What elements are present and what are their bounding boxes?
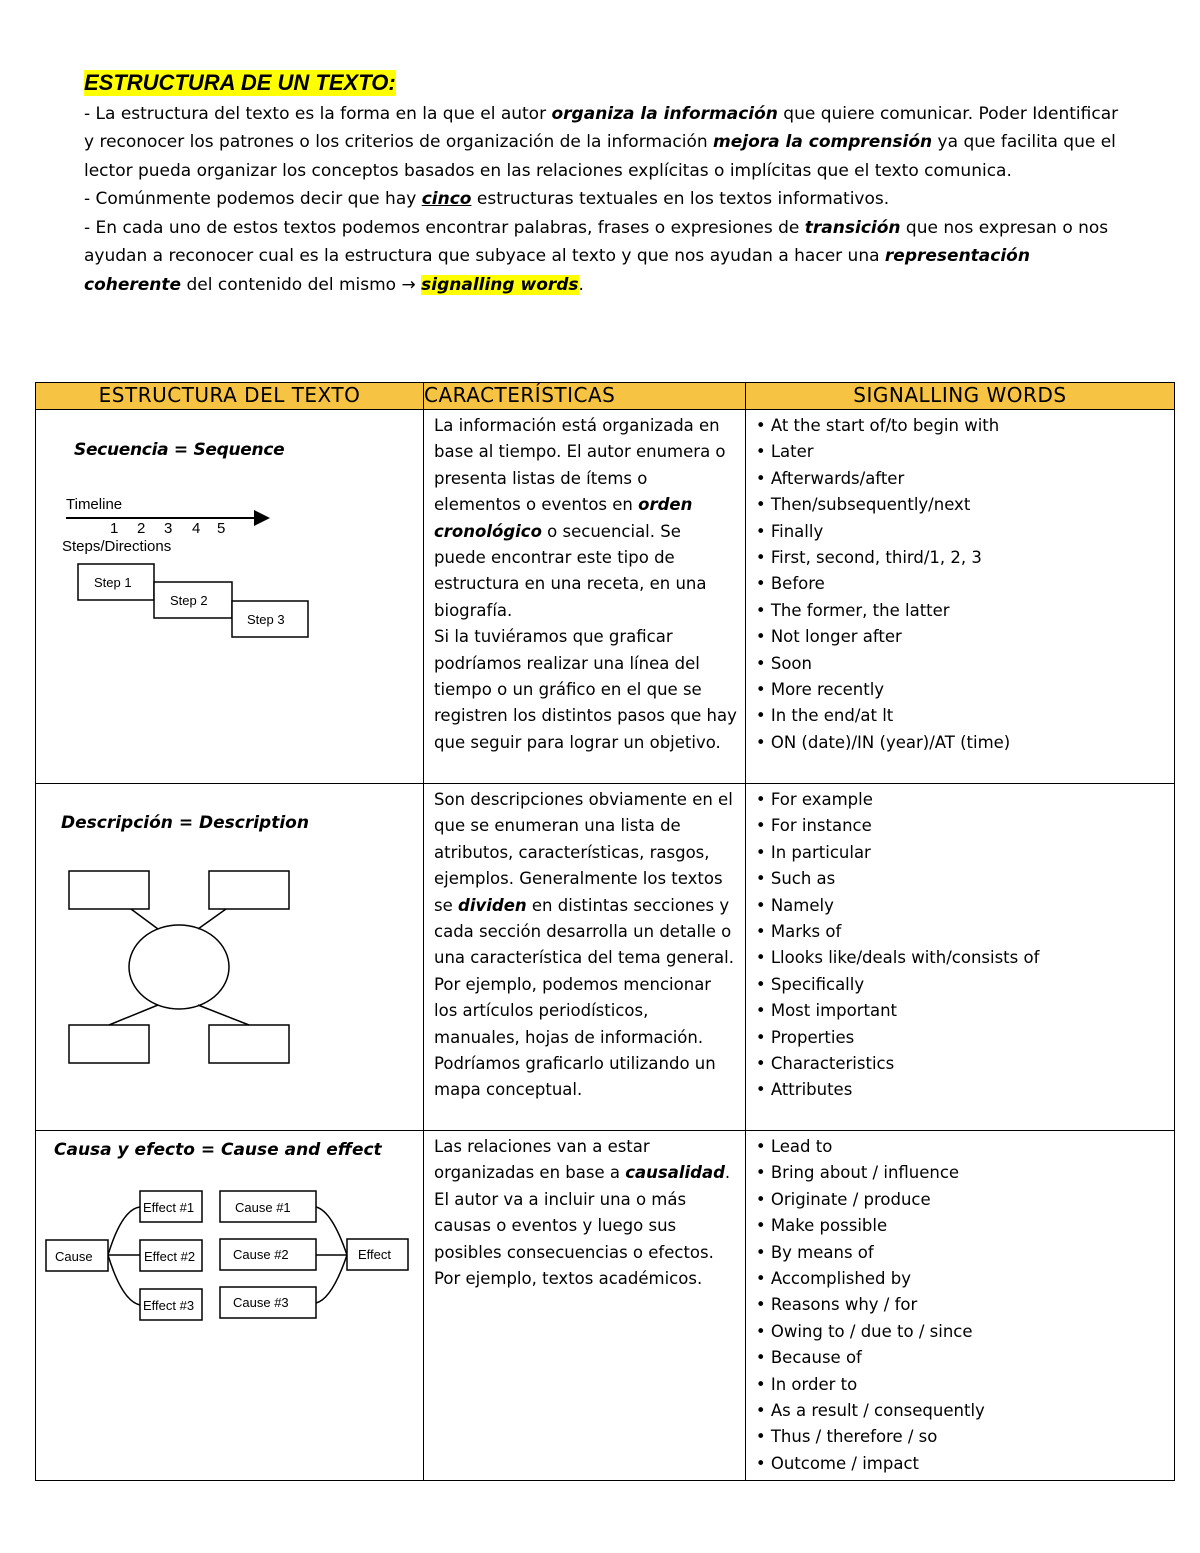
list-item: • First, second, third/1, 2, 3 [756,545,1174,571]
sequence-diagram-cell [36,410,424,784]
concept-box [69,871,149,909]
description-diagram-cell [36,784,424,1131]
timeline-label: Timeline [66,496,123,513]
list-item: • Before [756,571,1174,597]
concept-box [69,1025,149,1063]
table-header-row [36,383,1175,410]
cause-words-list [746,1131,1174,1477]
timeline-number: 3 [164,520,173,537]
cause-characteristics-cell [424,1131,746,1481]
structures-table [35,382,1175,1481]
list-item: • More recently [756,677,1174,703]
cause-label: Cause [55,1249,93,1264]
cause-effect-diagram [36,1131,421,1476]
list-item: • Because of [756,1345,1174,1371]
list-item: • Outcome / impact [756,1451,1174,1477]
table-row-cause-effect [36,1131,1175,1481]
timeline-number: 2 [137,520,146,537]
list-item: • At the start of/to begin with [756,413,1174,439]
list-item: • For example [756,787,1174,813]
description-characteristics-cell [424,784,746,1131]
list-item: • Properties [756,1025,1174,1051]
list-item: • As a result / consequently [756,1398,1174,1424]
list-item: • In order to [756,1372,1174,1398]
list-item: • Soon [756,651,1174,677]
intro-paragraph-3: - En cada uno de estos textos podemos encontrar palabras, frases o expresiones de transición que nos expresan o nos ayudan a reconocer cual es la estructura que subyace al texto y que nos ayudan a hacer una representación coherente del contenido del mismo → signalling words. [84,217,1109,295]
list-item: • Afterwards/after [756,466,1174,492]
list-item: • The former, the latter [756,598,1174,624]
list-item: • Attributes [756,1077,1174,1103]
timeline-number: 5 [217,520,226,537]
list-item: • For instance [756,813,1174,839]
connector-line [316,1255,347,1303]
list-item: • Characteristics [756,1051,1174,1077]
table-row-sequence [36,410,1175,784]
cause-label: Cause #2 [233,1247,289,1262]
central-topic-ellipse [129,925,229,1009]
cause-label: Cause #3 [233,1295,289,1310]
list-item: • Such as [756,866,1174,892]
concept-box [209,1025,289,1063]
sequence-diagram [36,410,421,779]
list-item: • In particular [756,840,1174,866]
cause-label: Cause #1 [235,1200,291,1215]
list-item: • By means of [756,1240,1174,1266]
description-diagram [36,784,421,1126]
list-item: • Owing to / due to / since [756,1319,1174,1345]
header-structure: ESTRUCTURA DEL TEXTO [36,383,424,410]
connector-line [108,1207,140,1255]
step-label: Step 3 [247,612,285,627]
intro-section [84,70,1124,299]
sequence-characteristics-cell [424,410,746,784]
timeline-number: 1 [110,520,119,537]
step-label: Step 1 [94,575,132,590]
list-item: • Thus / therefore / so [756,1424,1174,1450]
cause-description: Las relaciones van a estar organizadas en base a causalidad. El autor va a incluir una o más causas o eventos y luego sus posibles consecuencias o efectos. Por ejemplo, textos académicos. [434,1137,731,1289]
header-signalling-words: SIGNALLING WORDS [745,383,1174,410]
concept-box [209,871,289,909]
list-item: • Marks of [756,919,1174,945]
description-words-list [746,784,1174,1104]
document-title: ESTRUCTURA DE UN TEXTO: [84,70,396,95]
intro-paragraph-2: - Comúnmente podemos decir que hay cinco estructuras textuales en los textos informativos. [84,189,890,209]
list-item: • ON (date)/IN (year)/AT (time) [756,730,1174,756]
sequence-words-cell [745,410,1174,784]
timeline-arrow-icon [254,510,270,526]
list-item: • Most important [756,998,1174,1024]
effect-label: Effect #1 [143,1200,195,1215]
description-title: Descripción = Description [61,813,309,833]
timeline-number: 4 [192,520,201,537]
cause-words-cell [745,1131,1174,1481]
table-row-description [36,784,1175,1131]
connector-line [109,1005,158,1025]
connector-line [316,1207,347,1255]
list-item: • Finally [756,519,1174,545]
cause-effect-title: Causa y efecto = Cause and effect [54,1140,382,1160]
cause-diagram-cell [36,1131,424,1481]
list-item: • Not longer after [756,624,1174,650]
sequence-words-list [746,410,1174,756]
sequence-description: La información está organizada en base al tiempo. El autor enumera o presenta listas de ítems o elementos o eventos en orden cronológico o secuencial. Se puede encontrar este tipo de estructura en una receta, en una biografía. Si la tuviéramos que graficar podríamos realizar una línea del tiempo o un gráfico en el que se registren los distintos pasos que hay que seguir para lograr un objetivo. [434,416,737,752]
list-item: • Later [756,439,1174,465]
steps-label: Steps/Directions [62,538,172,555]
description-description: Son descripciones obviamente en el que se enumeran una lista de atributos, características, rasgos, ejemplos. Generalmente los textos se dividen en distintas secciones y cada sección desarrolla un detalle o una característica del tema general. Por ejemplo, podemos mencionar los artículos periodísticos, manuales, hojas de información. Podríamos graficarlo utilizando un mapa conceptual. [434,790,734,1100]
list-item: • Specifically [756,972,1174,998]
description-words-cell [745,784,1174,1131]
list-item: • Namely [756,893,1174,919]
connector-line [131,909,158,929]
list-item: • Accomplished by [756,1266,1174,1292]
list-item: • Originate / produce [756,1187,1174,1213]
effect-label: Effect #2 [144,1249,196,1264]
step-label: Step 2 [170,593,208,608]
list-item: • Llooks like/deals with/consists of [756,945,1174,971]
connector-line [198,909,226,929]
list-item: • Then/subsequently/next [756,492,1174,518]
list-item: • Lead to [756,1134,1174,1160]
list-item: • Make possible [756,1213,1174,1239]
list-item: • Reasons why / for [756,1292,1174,1318]
intro-paragraph-1: - La estructura del texto es la forma en la que el autor organiza la información que quiere comunicar. Poder Identificar y reconocer los patrones o los criterios de organización de la información mejora la comprensión ya que facilita que el lector pueda organizar los conceptos basados en las relaciones explícitas o implícitas que el texto comunica. [84,103,1119,181]
list-item: • Bring about / influence [756,1160,1174,1186]
effect-label: Effect #3 [143,1298,195,1313]
sequence-title: Secuencia = Sequence [74,440,285,460]
connector-line [198,1005,249,1025]
effect-label: Effect [358,1247,392,1262]
connector-line [108,1255,140,1305]
list-item: • In the end/at lt [756,703,1174,729]
header-characteristics: CARACTERÍSTICAS [424,383,746,410]
